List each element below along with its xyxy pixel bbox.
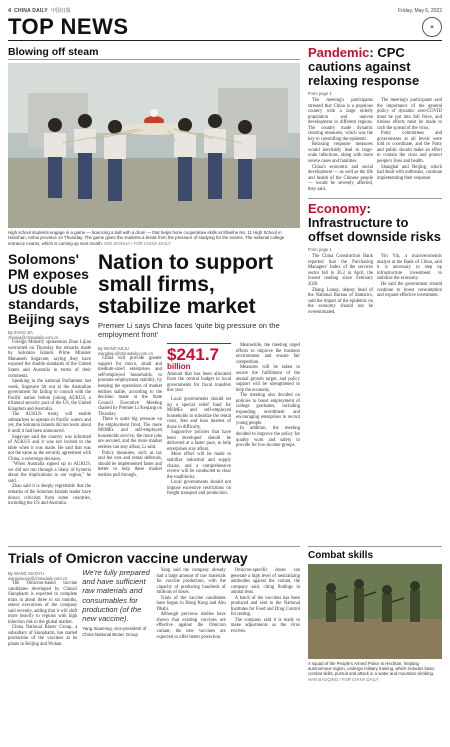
omicron-email: wangxiaoyu@chinadaily.com.cn bbox=[8, 576, 68, 581]
lead-story bbox=[98, 252, 300, 506]
pandemic-column-1 bbox=[308, 98, 373, 192]
lead-paragraph: More effort will be made to stabilize industrial and supply chains, and a comprehensive review will be conducted to clear the roadblocks. bbox=[167, 452, 231, 480]
omicron-column-1 bbox=[8, 568, 77, 648]
economy-paragraph: Yin Yin, a macroeconomic analyst at the Bank of China, said it is necessary to step up infrastructure investment to stabilize the economy. bbox=[377, 254, 442, 282]
solomons-email: zhaojia@chinadaily.com.cn bbox=[8, 335, 59, 341]
pandemic-label: Pandemic bbox=[308, 45, 370, 60]
brand-name: CHINA DAILY bbox=[14, 7, 48, 14]
solomons-byline bbox=[8, 330, 91, 340]
solomons-story bbox=[8, 252, 91, 506]
upper-section bbox=[8, 46, 442, 507]
lead-deck: Premier Li says China faces 'quite big pressure on the employment front' bbox=[98, 321, 280, 340]
economy-story bbox=[308, 198, 442, 315]
lead-paragraph: Local governments should set up a special relief fund for MSMEs and self-employed households to subsidize the rental costs, fees and loan interest of those in difficulty. bbox=[167, 396, 231, 430]
omicron-story bbox=[8, 546, 300, 682]
omicron-author: By WANG XIAOYU bbox=[8, 571, 44, 576]
economy-columns bbox=[308, 254, 442, 315]
pandemic-paragraph: Shanghai and Beijing, which had dealt with outbreaks, continue implementing their response. bbox=[377, 164, 442, 181]
lead-author: By WANG KEJU bbox=[98, 346, 129, 352]
lead-paragraph: Meanwhile, the meeting urged efforts to improve the business environment and ensure fair competition. bbox=[236, 343, 300, 365]
pandemic-column-2 bbox=[377, 98, 442, 192]
pandemic-story bbox=[308, 46, 442, 192]
lead-paragraph: Policy measures, such as tax and fee cuts and rental deferrals, should be implemented faster and better to help these market entities pull through. bbox=[98, 450, 162, 478]
quote-attribution: Yang Xiaoming, vice-president of China National Biotec Group bbox=[82, 626, 147, 637]
omicron-paragraph: The company said it is ready to make adjustments as the virus evolves. bbox=[230, 617, 300, 635]
photo-caption bbox=[8, 230, 300, 246]
pandemic-headline: Pandemic: CPC cautions against relaxing response bbox=[308, 45, 420, 88]
lead-headline: Nation to support small firms, stabilize market bbox=[98, 251, 273, 319]
section-masthead bbox=[8, 16, 442, 41]
omicron-column-4 bbox=[231, 568, 300, 648]
lead-column-3 bbox=[236, 343, 300, 497]
combat-caption bbox=[308, 661, 442, 682]
lead-paragraph: The meeting also decided on policies to boost employment of college graduates, including expanding enrollment and encouraging enterprises to recruit young people. bbox=[236, 393, 300, 426]
lead-email: wangkeju@chinadaily.com.cn bbox=[98, 351, 153, 357]
combat-caption-text: A squad of the People's Armed Police in Hechtan, Xinjiang autonomous region, undergo military training, which includes basic combat skills, pursuit and attack in a water and mountain climbing. bbox=[308, 661, 435, 677]
omicron-column-3 bbox=[157, 568, 226, 648]
photo-credit: WEI ZHIHUA / FOR CHINA DAILY bbox=[104, 240, 171, 246]
photo-story-headline: Blowing off steam bbox=[8, 46, 300, 60]
economy-paragraph: He said the government should continue to boost consumption and expand effective investment. bbox=[377, 282, 442, 299]
lead-column-2 bbox=[167, 343, 231, 497]
pandemic-paragraph: The meeting's participants said the importance of the general policy of dynamic zero-COVID must be put into full force, and tireless efforts must be made to curb the spread of the virus. bbox=[377, 98, 442, 131]
economy-column-1 bbox=[308, 254, 373, 315]
pandemic-title: CPC cautions against relaxing response bbox=[308, 45, 420, 88]
stat-value: $241.7 bbox=[167, 345, 219, 365]
lead-paragraph: Measures will be taken to secure the fulfillment of the annual growth target, and policy support will be strengthened to help the economy. bbox=[236, 365, 300, 393]
combat-headline: Combat skills bbox=[308, 550, 374, 561]
right-column bbox=[308, 46, 442, 507]
omicron-paragraph: China National Biotec Group, a subsidiary of Sinopharm, has started production of the vaccines at its plants in Beijing and Wuhan. bbox=[8, 625, 78, 648]
left-column bbox=[8, 46, 300, 507]
lead-paragraph: In addition, the meeting decided to improve the policy for quality work and safety to provide for low-income groups. bbox=[236, 426, 300, 449]
solomons-author: By ZHAO JIA bbox=[8, 330, 33, 336]
logo-icon: ✦ bbox=[422, 17, 442, 37]
combat-credit: HAN BAOQING / FOR CHINA DAILY bbox=[308, 676, 379, 682]
lead-column-1 bbox=[98, 343, 162, 497]
economy-column-2 bbox=[377, 254, 442, 315]
lead-paragraph: There is quite big pressure on the employment front. The more MSMEs and self-employed households survive, the more jobs are secured, and the more market entities can stay afloat, Li said. bbox=[98, 417, 162, 450]
stat-unit: billion bbox=[167, 362, 191, 372]
omicron-paragraph: A batch of the vaccines has been produced and sent to the National Institutes for Food and Drug Control for testing. bbox=[230, 595, 300, 618]
omicron-paragraph: Yang said the company already had a large amount of raw materials for vaccine production, with the capacity of producing hundreds of millions of doses. bbox=[156, 568, 226, 596]
solomons-headline: Solomons' PM exposes US double standards, Beijing says bbox=[8, 251, 90, 328]
economy-paragraph: Zhang Lianqi, deputy head of the National Bureau of Statistics, said the impact of the epidemic on the economy should not be overestimated. bbox=[308, 287, 373, 315]
students-illustration bbox=[8, 63, 300, 228]
lower-section bbox=[8, 546, 442, 682]
pandemic-from: From page 1 bbox=[308, 91, 332, 96]
students-photo bbox=[8, 63, 300, 228]
pull-quote: We're fully prepared and have sufficient raw materials and consumables for production (of the new vaccine). bbox=[82, 568, 150, 624]
story-row bbox=[8, 252, 300, 506]
solomons-body bbox=[8, 340, 91, 506]
solomons-paragraph: Speaking in the national Parliament last week, Sogavare hit out at the Australian government for failing to consult with the Pacific nation before joining AUKUS, a trilateral security pact of the US, the United Kingdom and Australia. bbox=[8, 379, 91, 412]
omicron-paragraph: The Omicron-based vaccine candidates developed by China's Sinopharm is expected to complete trials in about three to six months, senior executives of the company said recently, adding that it will shift more heavily to regions with high infection risk to the global market. bbox=[8, 581, 78, 625]
economy-paragraph: The China Construction Bank reported that the Purchasing Managers' Index of the services sector fell to 36.2 in April, the lowest reading since February 2020. bbox=[308, 254, 373, 288]
brand-cn: 中国日报 bbox=[50, 8, 71, 14]
economy-from: From page 1 bbox=[308, 247, 332, 253]
lead-paragraph: Local governments should not impose excessive restrictions on freight transport and production. bbox=[167, 480, 231, 497]
omicron-quote-column bbox=[82, 568, 151, 648]
combat-skills-story bbox=[308, 546, 442, 682]
economy-title: Infrastructure to offset downside risks bbox=[308, 215, 441, 245]
lead-paragraph: China will provide greater support for micro, small and medium-sized enterprises and self-employed households, to promote employment stability, by keeping the operations of market entities stable, according to the decision made at the State Council Executive Meeting chaired by Premier Li Keqiang on Thursday. bbox=[98, 356, 162, 417]
economy-label: Economy bbox=[308, 201, 367, 217]
stat-box bbox=[167, 343, 231, 394]
pandemic-paragraph: Party committees and governments at all levels were told to coordinate, and the Party and public should make an effort to contain the virus and protect people's lives and health. bbox=[377, 131, 442, 165]
pandemic-paragraph: Relaxing response measures would inevitably lead to large-scale infections, along with more severe cases and fatalities. bbox=[308, 142, 373, 165]
stat-note: Amount that has been allocated from the central budget to local governments for fiscal transfers this year bbox=[167, 371, 231, 394]
omicron-paragraph: Omicron-specific doses can generate a high level of neutralizing antibodies against the variant, the company said, citing findings in animal tests. bbox=[230, 568, 300, 596]
solomons-paragraph: Sogavare said the country was informed of AUKUS and it was not invited to the table when it was made. He said that was not the same as the security agreement with China, a sovereign decision. bbox=[8, 434, 91, 462]
lead-byline bbox=[98, 346, 162, 356]
photo-caption-text: High school students engage in a game — bouncing a ball with a drum — that helps hone cooperative skills at Shanhe No. 11 High School in Hanshan, Anhui province on Thursday. The game gives the students a break from the pressure of studying for the exams. The national college entrance exams, which is coming up next month. bbox=[8, 230, 285, 246]
economy-headline: Economy: Infrastructure to offset downside risks bbox=[308, 201, 441, 245]
solomons-paragraph: The AUKUS treaty will enable submarines to operate in Pacific waters and yet, the Solomon Islands did not learn about it until it had been announced. bbox=[8, 412, 91, 434]
pandemic-paragraph: The meeting's participants stressed that China is a populous country with a large elderly population and uneven development in different regions. The country made dynamic clearing measures, which was the key to controlling the epidemic. bbox=[308, 98, 373, 142]
omicron-headline: Trials of Omicron vaccine underway bbox=[8, 550, 248, 566]
solomons-paragraph: Zhao said it is deeply regrettable that the remarks of the Solomon Islands leader have drawn criticism from some countries, including the US and Australia. bbox=[8, 484, 91, 507]
solomons-paragraph: Foreign Ministry spokesman Zhao Lijian welcomed on Thursday the remarks made by Solomon Islands Prime Minister Manasseh Sogavare, saying they have exposed the double standards of the United States and Australia in terms of their comments. bbox=[8, 340, 91, 379]
section-title: TOP NEWS bbox=[8, 14, 129, 39]
omicron-paragraph: Trials of the vaccine candidates have begun in Hong Kong and Abu Dhabi. bbox=[156, 595, 226, 612]
combat-photo bbox=[308, 564, 442, 659]
pandemic-paragraph: China's economic and social development — as well as the life and health of the Chinese people — would be severely affected, they said. bbox=[308, 164, 373, 192]
combat-illustration bbox=[308, 564, 442, 659]
lead-columns bbox=[98, 343, 300, 497]
omicron-paragraph: Although previous studies have shown that existing vaccines are effective against the Omicron variant, the new vaccines are expected to offer better protection. bbox=[156, 612, 226, 640]
pandemic-columns bbox=[308, 98, 442, 192]
issue-date: Friday, May 6, 2022 bbox=[398, 7, 442, 14]
omicron-byline bbox=[8, 571, 77, 581]
omicron-columns bbox=[8, 568, 300, 648]
lead-paragraph: Supportive policies that have been developed should be delivered at a faster pace, to help enterprises stay afloat. bbox=[167, 430, 231, 452]
solomons-paragraph: "When Australia signed up to AUKUS, we did not run through a litany of hysteria about the implications to our region," he said. bbox=[8, 462, 91, 484]
page-number: 4 bbox=[8, 7, 12, 14]
